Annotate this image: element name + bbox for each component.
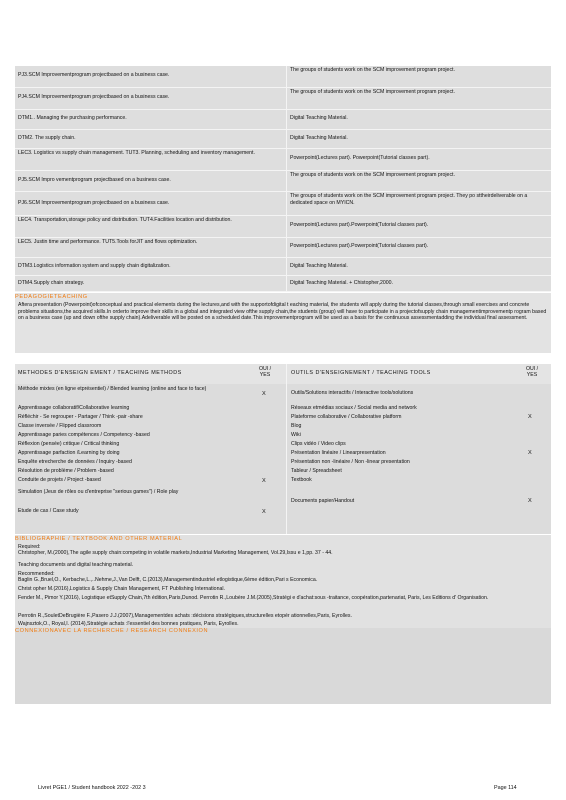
check-x-mark: X	[528, 450, 532, 456]
schedule-row	[15, 276, 551, 292]
bibliography-line: Christopher, M.(2000),The agile supply chain:competing in volatile markets,Industrial Marketing Management, Vol.29,Issu e 1,pp. 37 - 44.	[18, 550, 333, 556]
material-cell	[287, 130, 551, 149]
material-text: Powerpoint(Lectures part).Powerpoint(Tutorial classes part).	[290, 243, 429, 249]
footer-page-number: Page 114	[494, 785, 517, 791]
material-cell	[287, 149, 551, 171]
schedule-row	[15, 192, 551, 216]
session-text: LEC5. Justin time and performance. TUT5.Tools forJIT and flows optimization.	[18, 239, 198, 245]
material-cell	[287, 171, 551, 192]
bibliography-line: Baglin G.,Bruel,O., Kerbache,L.,..Nehme,J.,Van Delft, C.(2013),Managementindustriel etlogistique,6ème édition,Pari s Economica.	[18, 577, 318, 583]
session-cell	[15, 110, 287, 130]
session-cell	[15, 130, 287, 149]
material-cell	[287, 276, 551, 292]
bibliography-line: Perrotin R.,SouletDeBrugière F.,Pasero J.J.(2007),Managementdes achats :décisions stratégiques,structurelles etopér ationnelles,Paris, Eyrolles.	[18, 613, 352, 619]
teaching-tools-header: OUTILS D'ENSEIGNEMENT / TEACHING TOOLS	[291, 370, 431, 376]
tool-row: Blog	[291, 423, 302, 429]
bibliography-title: BIBLIOGRAPHIE / TEXTBOOK AND OTHER MATERIAL	[15, 536, 183, 542]
material-text: Digital Teaching Material.	[290, 135, 348, 141]
session-text: DTM4.Supply chain strategy.	[18, 280, 85, 286]
material-cell	[287, 258, 551, 276]
material-text: Digital Teaching Material. + Chistopher,2000.	[290, 280, 393, 286]
method-row: Classe inversée / Flipped classroom	[18, 423, 102, 429]
tool-row: Outils/Solutions interactifs / Interactive tools/solutions	[291, 390, 414, 396]
bibliography-line: Recommended:	[18, 571, 55, 577]
session-text: DTM3.Logistics information system and supply chain digitalization.	[18, 263, 171, 269]
session-cell	[15, 192, 287, 216]
schedule-row	[15, 88, 551, 110]
check-x-mark: X	[262, 478, 266, 484]
session-cell	[15, 216, 287, 238]
tool-row: Documents papier/Handout	[291, 498, 355, 504]
material-text: The groups of students work on the SCM improvement program project.	[290, 67, 455, 73]
session-cell	[15, 276, 287, 292]
session-cell	[15, 258, 287, 276]
pedagogy-title: PEDAGOGIETEACHING	[15, 294, 88, 300]
material-cell	[287, 216, 551, 238]
session-text: PJ6.SCM Improvementprogram projectbased on a business case.	[18, 200, 170, 206]
methods-divider	[286, 364, 287, 534]
teaching-methods-header: METHODES D'ENSEIGN EMENT / TEACHING METHODS	[18, 370, 182, 376]
check-x-mark: X	[528, 498, 532, 504]
bibliography-line: Required:	[18, 544, 41, 550]
method-row: Conduite de projets / Project -based	[18, 477, 101, 483]
material-cell	[287, 238, 551, 258]
material-text: The groups of students work on the SCM improvement program project.	[290, 172, 455, 178]
schedule-row	[15, 149, 551, 171]
schedule-table	[15, 66, 551, 292]
method-row: Méthode mixtes (en ligne etprésentiel) / Blended learning (online and face to face)	[18, 386, 207, 392]
session-cell	[15, 66, 287, 88]
tool-row: Réseaux etmédias sociaux / Social media and network	[291, 405, 417, 411]
material-text: Powerpoint(Lectures part).Powerpoint(Tutorial classes part).	[290, 222, 429, 228]
method-row: Simulation (Jeux de rôles ou d'entreprise "serious games") / Role play	[18, 489, 179, 495]
bibliography-line: Christ opher M.(2016),Logistics & Supply Chain Management, FT Publishing International.	[18, 586, 225, 592]
session-text: LEC3. Logistics vs supply chain management. TUT3. Planning, scheduling and inventory management.	[18, 150, 255, 156]
method-row: Résolution de problème / Problem -based	[18, 468, 114, 474]
material-cell	[287, 88, 551, 110]
material-text: The groups of students work on the SCM improvement program project.	[290, 89, 455, 95]
schedule-row	[15, 238, 551, 258]
material-cell	[287, 192, 551, 216]
session-text: DTM1.. Managing the purchasing performance.	[18, 115, 127, 121]
check-x-mark: X	[262, 509, 266, 515]
tool-row: Tableur / Spreadsheet	[291, 468, 342, 474]
check-x-mark: X	[528, 414, 532, 420]
tool-row: Présentation linéaire / Linearpresentation	[291, 450, 386, 456]
session-cell	[15, 88, 287, 110]
footer-handbook: Livret PGE1 / Student handbook 2022 -202 3	[38, 785, 146, 791]
bibliography-line: Teaching documents and digital teaching material.	[18, 562, 134, 568]
material-cell	[287, 66, 551, 88]
schedule-row	[15, 171, 551, 192]
pedagogy-text: Aftera presentation (Powerpoint)ofconceptual and practical elements during the lectures,and with the supportofdigital t eaching material, the students will apply during the tutorial classes,through small exercises and concrete problems situations,the acquired skills.In orderto improve their skills in a global and integrated view ofthe supply chain,the students (group) will have to participate in a projectofsupply chain managementimprovementp rogram based on a business case (up and down ofthe supply chain).Adeliverable will be posted on a scheduled date.This improvementprogram will be used as a basis for the continuous assessmentadding the individual final assessment.	[18, 302, 547, 322]
check-x-mark: X	[262, 391, 266, 397]
session-cell	[15, 149, 287, 171]
schedule-row	[15, 110, 551, 130]
session-text: DTM2. The supply chain.	[18, 135, 76, 141]
schedule-row	[15, 66, 551, 88]
bibliography-line: Fender M., Pimor Y.(2016), Logistique etSupply Chain,7th édition,Paris,Dunod. Perrotin R.,Loubère J.M.(2005),Stratégi e d'achat:sous -traitance, coopération,partenariat, Paris, Les Editions d' Organisation.	[18, 595, 489, 601]
method-row: Réfléchir - Se regrouper - Partager / Think -pair -share	[18, 414, 143, 420]
schedule-row	[15, 258, 551, 276]
material-text: The groups of students work on the SCM improvement program project. They po sttheirdeliverable on a dedicated space on MYICN.	[290, 193, 528, 206]
material-text: Powerpoint(Lectures part). Powerpoint(Tutorial classes part).	[290, 155, 430, 161]
session-cell	[15, 238, 287, 258]
session-text: PJ3.SCM Improvementprogram projectbased on a business case.	[18, 72, 170, 78]
tool-row: Présentation non -linéaire / Non -linear presentation	[291, 459, 410, 465]
tool-row: Plateforme collaborative / Collaborative platform	[291, 414, 402, 420]
method-row: Réflexion (pensée) critique / Critical thinking	[18, 441, 120, 447]
tool-row: Textbook	[291, 477, 312, 483]
session-text: PJ4.SCM Improvementprogram projectbased on a business case.	[18, 94, 170, 100]
yes-column-header: OUI / YES	[258, 366, 272, 378]
tool-row: Clips vidéo / Video clips	[291, 441, 346, 447]
session-cell	[15, 171, 287, 192]
material-text: Digital Teaching Material.	[290, 115, 348, 121]
tool-row: Wiki	[291, 432, 301, 438]
method-row: Apprentissage paries compétences / Competency -based	[18, 432, 150, 438]
research-block	[15, 628, 551, 704]
research-title: CONNEXIONAVEC LA RECHERCHE / RESEARCH CONNEXION	[15, 628, 209, 634]
method-row: Enquête etrecherche de données / Inquiry -based	[18, 459, 132, 465]
material-cell	[287, 110, 551, 130]
material-text: Digital Teaching Material.	[290, 263, 348, 269]
bibliography-line: Wajnsztok,O., Royal,I. (2014),Stratégie achats :l'essentiel des bonnes pratiques, Paris, Eyrolles.	[18, 621, 239, 627]
schedule-row	[15, 216, 551, 238]
method-row: Apprentissage collaboratif/Collaborative learning	[18, 405, 130, 411]
schedule-row	[15, 130, 551, 149]
yes-column-header: OUI / YES	[525, 366, 539, 378]
session-text: LEC4. Transportation,storage policy and distribution. TUT4.Facilities location and distribution.	[18, 217, 232, 223]
method-row: Apprentissage parfaction /Learning by doing	[18, 450, 120, 456]
method-row: Etude de cas / Case study	[18, 508, 79, 514]
session-text: PJ5.SCM Impro vementprogram projectbased on a business case.	[18, 177, 171, 183]
